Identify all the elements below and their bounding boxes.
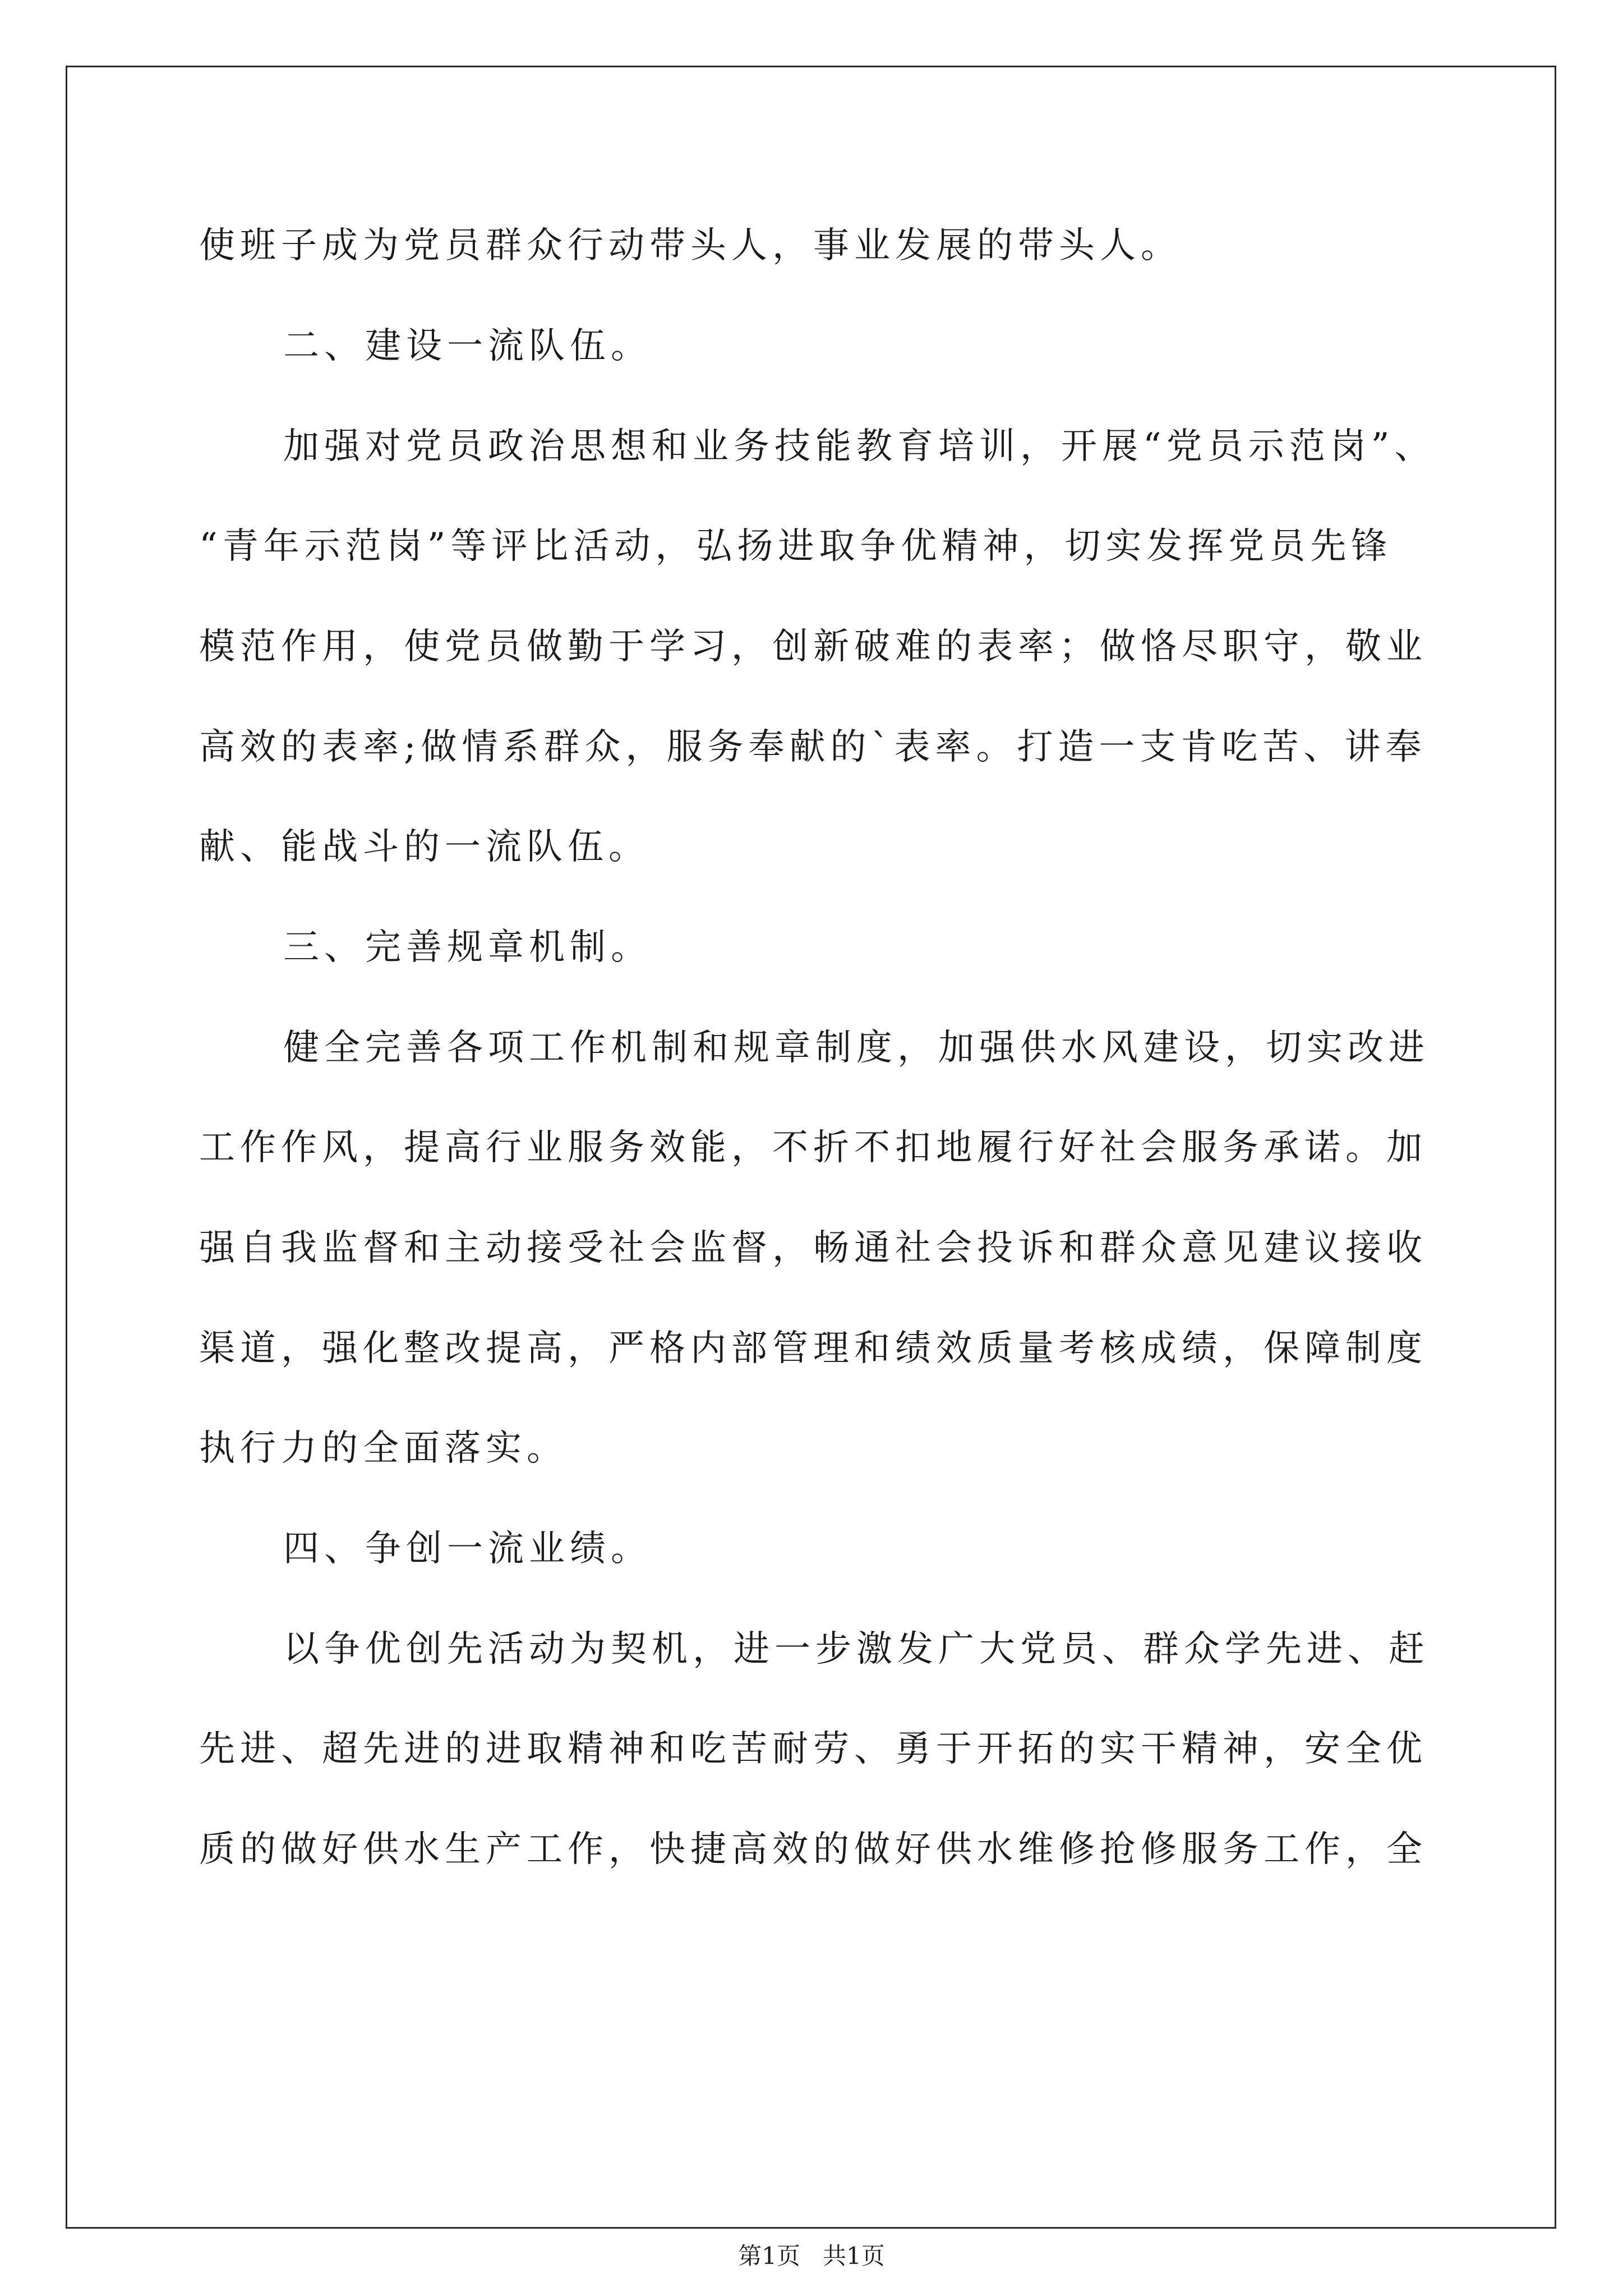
text-line: 献、能战斗的一流队伍。 xyxy=(199,826,649,868)
text-line: 质的做好供水生产工作，快捷高效的做好供水维修抢修服务工作，全 xyxy=(199,1829,1427,1870)
text-line: “青年示范岗”等评比活动，弘扬进取争优精神，切实发挥党员先锋 xyxy=(199,526,1393,567)
text-line: 模范作用，使党员做勤于学习，创新破难的表率；做恪尽职守，敬业 xyxy=(199,626,1427,668)
section-heading: 四、争创一流业绩。 xyxy=(283,1528,652,1570)
text-line: 高效的表率;做情系群众，服务奉献的`表率。打造一支肯吃苦、讲奉 xyxy=(199,726,1427,768)
text-line: 以争优创先活动为契机，进一步激发广大党员、群众学先进、赶 xyxy=(283,1628,1430,1670)
text-line: 健全完善各项工作机制和规章制度，加强供水风建设，切实改进 xyxy=(283,1027,1430,1069)
text-line: 执行力的全面落实。 xyxy=(199,1428,568,1469)
text-line: 工作作风，提高行业服务效能，不折不扣地履行好社会服务承诺。加 xyxy=(199,1127,1427,1168)
page-number: 第1页 共1页 xyxy=(738,2242,885,2270)
section-heading: 三、完善规章机制。 xyxy=(283,927,652,968)
text-line: 加强对党员政治思想和业务技能教育培训，开展“党员示范岗”、 xyxy=(283,426,1436,467)
text-line: 渠道，强化整改提高，严格内部管理和绩效质量考核成绩，保障制度 xyxy=(199,1328,1427,1369)
section-heading: 二、建设一流队伍。 xyxy=(283,325,652,367)
text-line: 使班子成为党员群众行动带头人，事业发展的带头人。 xyxy=(199,225,1182,266)
text-line: 先进、超先进的进取精神和吃苦耐劳、勇于开拓的实干精神，安全优 xyxy=(199,1728,1427,1770)
text-line: 强自我监督和主动接受社会监督，畅通社会投诉和群众意见建议接收 xyxy=(199,1227,1427,1269)
